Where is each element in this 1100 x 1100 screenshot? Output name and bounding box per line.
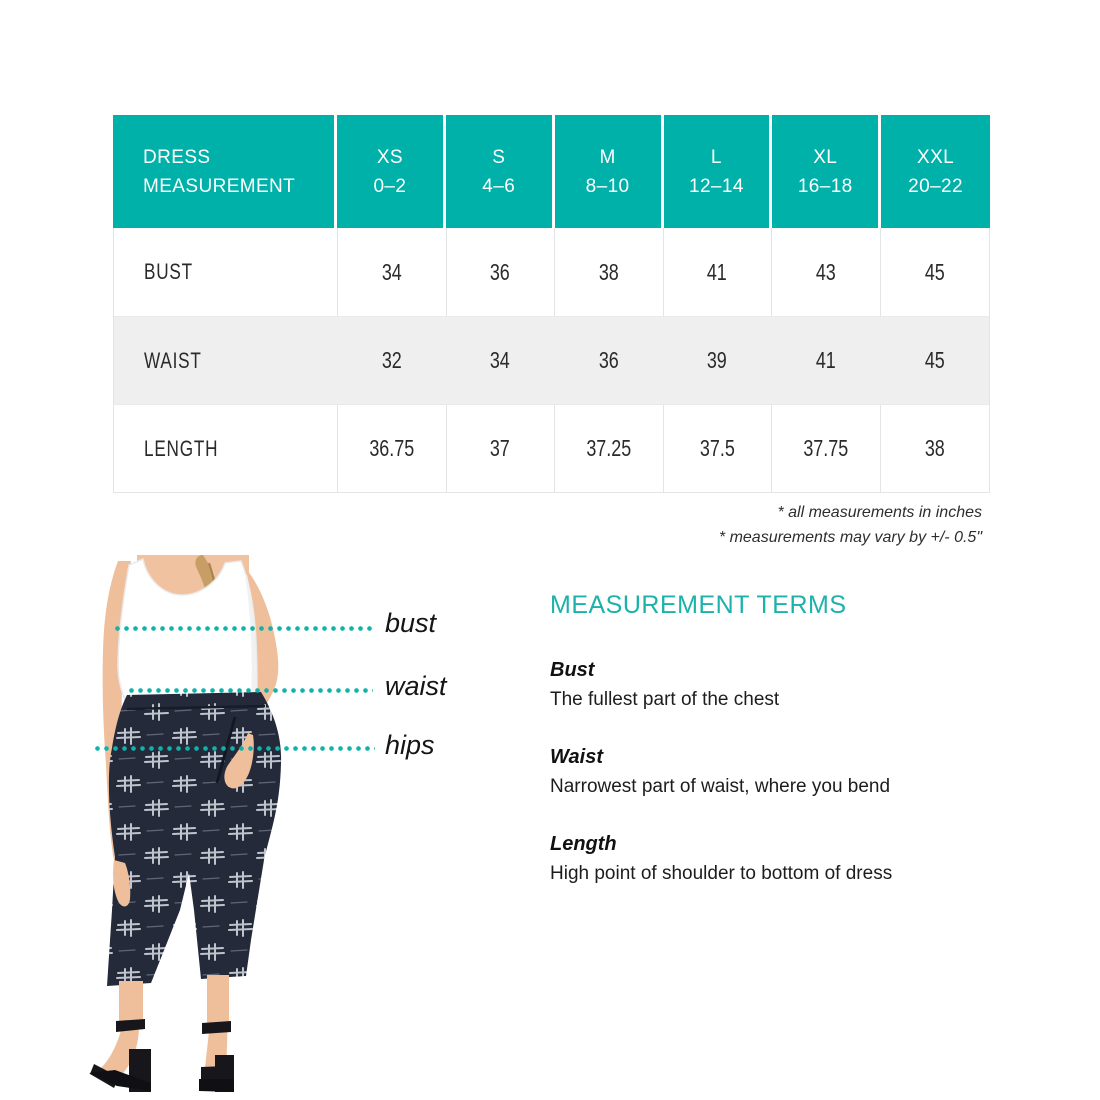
size-label: S [492, 146, 506, 168]
model-photo [85, 555, 355, 1100]
cell-value: 39 [707, 347, 728, 373]
model-pants [107, 692, 281, 986]
row-label: WAIST [144, 347, 202, 373]
term-name: Bust [550, 659, 595, 681]
cell-value: 45 [924, 258, 945, 285]
size-range: 0–2 [373, 175, 407, 197]
size-label: M [599, 146, 616, 168]
footnotes [719, 500, 982, 550]
size-label: XXL [917, 146, 955, 168]
cell-value: 43 [815, 258, 836, 285]
size-table-header [113, 115, 990, 228]
term-description: The fullest part of the chest [550, 689, 780, 710]
table-title-line2: MEASUREMENT [143, 175, 296, 197]
cell-value: 36 [490, 258, 511, 285]
measurement-terms-section [550, 590, 1020, 917]
waist-dotted-line [127, 688, 373, 693]
size-column-header-xl [772, 115, 881, 228]
size-range: 16–18 [797, 175, 853, 197]
cell-value: 36 [598, 347, 619, 373]
cell-value: 37.75 [803, 435, 849, 461]
term-waist [550, 743, 1020, 801]
right-sole [199, 1079, 234, 1092]
bust-dotted-line [113, 626, 373, 631]
cell-value: 36.75 [369, 435, 415, 461]
cell-value: 37 [490, 435, 511, 461]
cell-value: 45 [924, 347, 945, 373]
size-range: 12–14 [688, 175, 744, 197]
size-label: XL [813, 146, 838, 168]
footnote-variance: * measurements may vary by +/- 0.5" [718, 529, 982, 546]
row-label: LENGTH [144, 435, 219, 461]
left-ankle-strap [116, 1019, 145, 1032]
size-range: 4–6 [482, 175, 516, 197]
table-row-length [114, 404, 989, 492]
footnote-units: * all measurements in inches [777, 504, 982, 521]
measurement-terms-heading: MEASUREMENT TERMS [550, 591, 847, 619]
size-column-header-m [555, 115, 664, 228]
row-label: BUST [144, 259, 193, 284]
cell-value: 41 [815, 347, 836, 373]
size-column-header-s [446, 115, 555, 228]
cell-value: 37.5 [699, 435, 735, 461]
cell-value: 32 [381, 347, 402, 373]
term-bust [550, 656, 1020, 714]
size-table-body [113, 228, 990, 493]
table-row-waist [114, 316, 989, 404]
cell-value: 34 [381, 258, 402, 285]
table-row-bust [114, 228, 989, 316]
term-name: Length [550, 833, 617, 855]
term-name: Waist [550, 746, 603, 768]
bust-line-label: bust [385, 608, 437, 638]
cell-value: 41 [707, 258, 728, 285]
size-range: 20–22 [908, 175, 963, 197]
cell-value: 38 [598, 258, 619, 285]
size-table [113, 115, 990, 493]
size-range: 8–10 [585, 175, 630, 197]
term-length [550, 830, 1020, 888]
cell-value: 34 [490, 347, 511, 373]
hips-line-label: hips [385, 730, 435, 760]
size-label: L [710, 146, 722, 168]
model-illustration [85, 555, 355, 1100]
size-column-header-xxl [881, 115, 990, 228]
term-description: Narrowest part of waist, where you bend [550, 776, 891, 797]
waist-line-label: waist [385, 671, 447, 701]
cell-value: 38 [924, 435, 945, 461]
table-title-line1: DRESS [143, 146, 211, 168]
size-column-header-xs [337, 115, 446, 228]
term-description: High point of shoulder to bottom of dress [550, 863, 893, 884]
cell-value: 37.25 [586, 435, 632, 461]
size-label: XS [376, 146, 403, 168]
size-column-header-l [664, 115, 773, 228]
hips-dotted-line [93, 746, 375, 751]
table-title-cell [113, 115, 337, 228]
right-ankle-strap [202, 1021, 231, 1034]
